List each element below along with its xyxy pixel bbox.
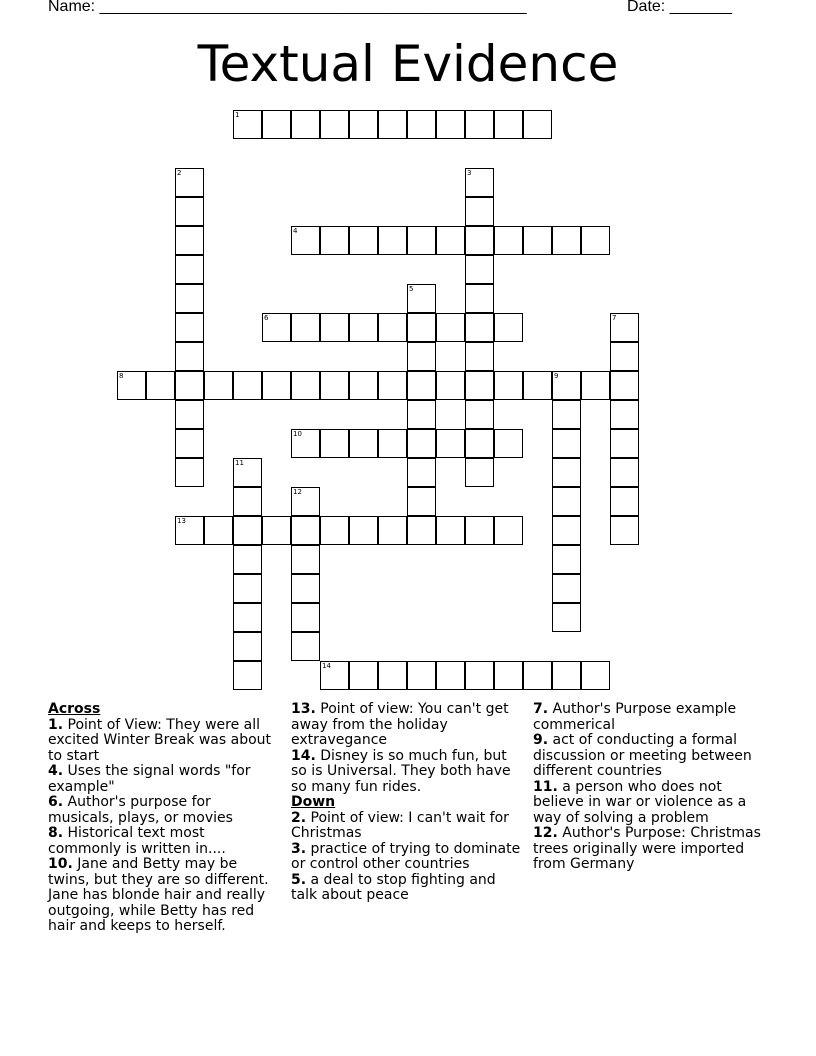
crossword-cell[interactable]: [349, 516, 378, 545]
clue-item-text: Author's Purpose: Christmas trees originally were imported from Germany: [533, 825, 761, 872]
clue-item-number: 7.: [533, 701, 549, 717]
crossword-cell[interactable]: [320, 371, 349, 400]
crossword-cell[interactable]: [407, 342, 436, 371]
clue-item: [291, 842, 521, 873]
crossword-cell[interactable]: [175, 226, 204, 255]
clue-item-text: Uses the signal words "for example": [48, 763, 251, 795]
clue-item-text: act of conducting a formal discussion or meeting between different countries: [533, 732, 752, 779]
crossword-cell[interactable]: [407, 400, 436, 429]
crossword-cell[interactable]: [436, 429, 465, 458]
crossword-cell[interactable]: [175, 400, 204, 429]
clue-item-number: 12.: [533, 825, 558, 841]
crossword-cell[interactable]: [523, 371, 552, 400]
crossword-cell[interactable]: [494, 661, 523, 690]
crossword-cell[interactable]: [610, 487, 639, 516]
crossword-cell[interactable]: [610, 313, 639, 342]
crossword-cell[interactable]: [204, 371, 233, 400]
page-title: Textual Evidence: [197, 35, 619, 93]
crossword-cell[interactable]: [233, 487, 262, 516]
crossword-cell[interactable]: [465, 516, 494, 545]
crossword-cell[interactable]: [349, 429, 378, 458]
clue-item: [533, 733, 768, 780]
crossword-cell[interactable]: [436, 516, 465, 545]
crossword-cell[interactable]: [407, 516, 436, 545]
date-field-label[interactable]: Date: _______: [627, 0, 732, 15]
crossword-cell[interactable]: [291, 226, 320, 255]
crossword-cell[interactable]: [291, 545, 320, 574]
crossword-cell[interactable]: [610, 371, 639, 400]
crossword-cell[interactable]: [175, 197, 204, 226]
crossword-cell[interactable]: [262, 371, 291, 400]
crossword-cell[interactable]: [610, 342, 639, 371]
crossword-cell[interactable]: [552, 226, 581, 255]
clue-item-text: Point of view: You can't get away from the holiday extravegance: [291, 701, 509, 748]
crossword-cell[interactable]: [552, 603, 581, 632]
crossword-cell[interactable]: [175, 284, 204, 313]
crossword-cell[interactable]: [117, 371, 146, 400]
clue-number: 10: [293, 430, 302, 438]
crossword-cell[interactable]: [262, 110, 291, 139]
crossword-cell[interactable]: [291, 429, 320, 458]
crossword-cell[interactable]: [233, 371, 262, 400]
crossword-cell[interactable]: [465, 255, 494, 284]
crossword-cell[interactable]: [320, 226, 349, 255]
clue-item-text: practice of trying to dominate or control other countries: [291, 840, 521, 872]
crossword-cell[interactable]: [262, 516, 291, 545]
crossword-cell[interactable]: [465, 168, 494, 197]
crossword-cell[interactable]: [552, 400, 581, 429]
clue-item: [48, 795, 280, 826]
crossword-cell[interactable]: [552, 487, 581, 516]
crossword-cell[interactable]: [494, 516, 523, 545]
crossword-cell[interactable]: [262, 313, 291, 342]
crossword-cell[interactable]: [407, 661, 436, 690]
crossword-cell[interactable]: [407, 226, 436, 255]
clue-item: [291, 702, 521, 749]
crossword-cell[interactable]: [291, 603, 320, 632]
crossword-cell[interactable]: [349, 226, 378, 255]
crossword-cell[interactable]: [291, 313, 320, 342]
crossword-cell[interactable]: [320, 516, 349, 545]
crossword-cell[interactable]: [349, 313, 378, 342]
clues-column-3: [533, 702, 768, 873]
crossword-cell[interactable]: [233, 661, 262, 690]
down-clue-list: [291, 811, 521, 904]
crossword-cell[interactable]: [175, 342, 204, 371]
clue-item: [48, 718, 280, 765]
crossword-cell[interactable]: [175, 429, 204, 458]
crossword-cell[interactable]: [233, 632, 262, 661]
crossword-cell[interactable]: [552, 371, 581, 400]
clue-item: [48, 826, 280, 857]
crossword-cell[interactable]: [320, 661, 349, 690]
clue-number: 6: [264, 314, 269, 322]
crossword-cell[interactable]: [523, 226, 552, 255]
crossword-cell[interactable]: [291, 371, 320, 400]
clue-number: 14: [322, 662, 331, 670]
across-clue-list-continued: [291, 702, 521, 795]
clue-item-text: a person who does not believe in war or violence as a way of solving a problem: [533, 778, 747, 826]
clue-item-text: Historical text most commonly is written in....: [48, 825, 226, 857]
crossword-cell[interactable]: [407, 110, 436, 139]
clue-number: 13: [177, 517, 186, 525]
crossword-cell[interactable]: [436, 110, 465, 139]
crossword-cell[interactable]: [494, 371, 523, 400]
crossword-cell[interactable]: [465, 197, 494, 226]
across-clue-list: [48, 718, 280, 935]
crossword-cell[interactable]: [552, 429, 581, 458]
clue-number: 3: [467, 169, 472, 177]
crossword-cell[interactable]: [436, 371, 465, 400]
crossword-cell[interactable]: [465, 400, 494, 429]
clue-item-number: 6.: [48, 794, 64, 810]
clue-item-text: Jane and Betty may be twins, but they are so different. Jane has blonde hair and really outgoing, while Betty has red hair and keeps to herself.: [48, 856, 269, 934]
crossword-cell[interactable]: [320, 313, 349, 342]
clue-item-number: 13.: [291, 701, 316, 717]
clue-item: [533, 780, 768, 827]
clue-item-number: 5.: [291, 871, 307, 888]
down-heading: Down: [291, 794, 336, 810]
crossword-cell[interactable]: [233, 110, 262, 139]
clue-item-text: Author's Purpose example commerical: [533, 701, 737, 733]
crossword-cell[interactable]: [233, 516, 262, 545]
crossword-cell[interactable]: [204, 516, 233, 545]
clue-item-number: 8.: [48, 825, 64, 841]
crossword-cell[interactable]: [552, 458, 581, 487]
crossword-cell[interactable]: [349, 371, 378, 400]
crossword-cell[interactable]: [233, 603, 262, 632]
clue-item: [48, 857, 280, 935]
crossword-cell[interactable]: [291, 110, 320, 139]
crossword-cell[interactable]: [552, 545, 581, 574]
crossword-cell[interactable]: [465, 429, 494, 458]
crossword-cell[interactable]: [146, 371, 175, 400]
crossword-cell[interactable]: [378, 429, 407, 458]
clue-item-text: Point of view: I can't wait for Christmas: [291, 809, 509, 841]
crossword-cell[interactable]: [320, 429, 349, 458]
crossword-cell[interactable]: [494, 110, 523, 139]
crossword-cell[interactable]: [552, 574, 581, 603]
crossword-cell[interactable]: [465, 371, 494, 400]
crossword-cell[interactable]: [349, 661, 378, 690]
clue-item-text: a deal to stop fighting and talk about peace: [291, 871, 496, 903]
clue-item-text: Disney is so much fun, but so is Universal. They both have so many fun rides.: [291, 747, 511, 795]
crossword-cell[interactable]: [233, 574, 262, 603]
crossword-cell[interactable]: [407, 313, 436, 342]
clue-item-number: 10.: [48, 856, 73, 872]
crossword-cell[interactable]: [465, 284, 494, 313]
crossword-cell[interactable]: [291, 516, 320, 545]
crossword-cell[interactable]: [581, 371, 610, 400]
crossword-cell[interactable]: [291, 632, 320, 661]
crossword-cell[interactable]: [407, 284, 436, 313]
clue-item: [291, 749, 521, 796]
crossword-cell[interactable]: [610, 400, 639, 429]
crossword-cell[interactable]: [610, 429, 639, 458]
crossword-cell[interactable]: [552, 516, 581, 545]
crossword-cell[interactable]: [378, 226, 407, 255]
crossword-cell[interactable]: [436, 661, 465, 690]
crossword-cell[interactable]: [175, 371, 204, 400]
crossword-cell[interactable]: [494, 226, 523, 255]
clue-item: [291, 811, 521, 842]
crossword-cell[interactable]: [378, 313, 407, 342]
crossword-cell[interactable]: [378, 110, 407, 139]
clue-item-number: 1.: [48, 716, 64, 733]
clue-item-number: 14.: [291, 747, 316, 764]
clue-number: 12: [293, 488, 302, 496]
clue-number: 9: [554, 372, 559, 380]
crossword-cell[interactable]: [465, 458, 494, 487]
clue-item: [291, 873, 521, 904]
crossword-cell[interactable]: [378, 371, 407, 400]
crossword-cell[interactable]: [175, 516, 204, 545]
crossword-cell[interactable]: [581, 226, 610, 255]
crossword-cell[interactable]: [494, 429, 523, 458]
crossword-cell[interactable]: [175, 313, 204, 342]
crossword-cell[interactable]: [378, 516, 407, 545]
clue-item-number: 11.: [533, 778, 558, 795]
crossword-cell[interactable]: [407, 371, 436, 400]
clue-item: [48, 764, 280, 795]
clue-number: 4: [293, 227, 298, 235]
crossword-cell[interactable]: [465, 661, 494, 690]
crossword-cell[interactable]: [436, 313, 465, 342]
crossword-cell[interactable]: [465, 110, 494, 139]
crossword-cell[interactable]: [175, 168, 204, 197]
clue-number: 11: [235, 459, 244, 467]
crossword-cell[interactable]: [407, 429, 436, 458]
crossword-cell[interactable]: [552, 661, 581, 690]
crossword-cell[interactable]: [610, 458, 639, 487]
crossword-cell[interactable]: [581, 661, 610, 690]
crossword-cell[interactable]: [320, 110, 349, 139]
crossword-cell[interactable]: [291, 574, 320, 603]
clues-column-1: [48, 702, 280, 935]
crossword-cell[interactable]: [233, 545, 262, 574]
clue-item: [533, 702, 768, 733]
crossword-cell[interactable]: [523, 661, 552, 690]
name-field-label[interactable]: Name: ________________________________________________: [48, 0, 527, 15]
clue-item-number: 3.: [291, 840, 307, 857]
clue-number: 7: [612, 314, 617, 322]
crossword-cell[interactable]: [175, 458, 204, 487]
crossword-cell[interactable]: [378, 661, 407, 690]
crossword-cell[interactable]: [407, 458, 436, 487]
down-clue-list-continued: [533, 702, 768, 873]
across-heading: Across: [48, 701, 101, 717]
crossword-cell[interactable]: [233, 458, 262, 487]
clue-number: 1: [235, 111, 240, 119]
clues-column-2: [291, 702, 521, 904]
clue-number: 5: [409, 285, 414, 293]
clue-number: 2: [177, 169, 182, 177]
crossword-cell[interactable]: [465, 226, 494, 255]
crossword-cell[interactable]: [349, 110, 378, 139]
crossword-cell[interactable]: [610, 516, 639, 545]
crossword-cell[interactable]: [407, 487, 436, 516]
crossword-cell[interactable]: [436, 226, 465, 255]
clue-item-number: 9.: [533, 732, 549, 748]
clue-number: 8: [119, 372, 124, 380]
crossword-cell[interactable]: [465, 313, 494, 342]
clue-item-text: Author's purpose for musicals, plays, or movies: [48, 794, 233, 826]
crossword-cell[interactable]: [175, 255, 204, 284]
clue-item-number: 2.: [291, 809, 307, 826]
clue-item: [533, 826, 768, 873]
crossword-cell[interactable]: [465, 342, 494, 371]
clue-item-text: Point of View: They were all excited Winter Break was about to start: [48, 716, 272, 764]
crossword-cell[interactable]: [291, 487, 320, 516]
clue-item-number: 4.: [48, 763, 64, 779]
crossword-cell[interactable]: [523, 110, 552, 139]
crossword-cell[interactable]: [494, 313, 523, 342]
